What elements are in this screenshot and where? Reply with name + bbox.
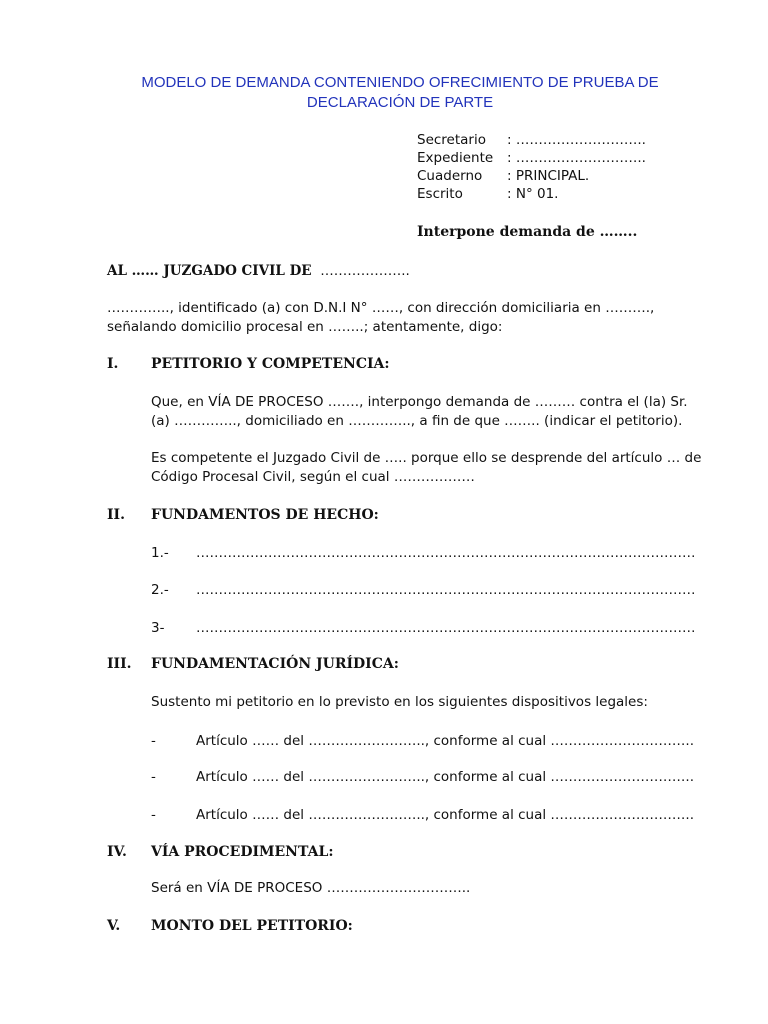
fact-number: 3- xyxy=(151,620,165,636)
legal-bullet: - xyxy=(151,807,156,823)
fact-number: 2.- xyxy=(151,582,169,598)
section-title: MONTO DEL PETITORIO: xyxy=(151,918,353,934)
section-title: VÍA PROCEDIMENTAL: xyxy=(151,844,334,860)
meta-expediente xyxy=(417,149,646,167)
legal-item xyxy=(151,805,694,825)
fact-number: 1.- xyxy=(151,545,169,561)
fact-item xyxy=(151,580,696,600)
fact-item xyxy=(151,543,696,563)
fact-text: ………………………………………………………………………………………………… xyxy=(196,620,696,636)
section-number: III. xyxy=(107,656,132,672)
legal-item xyxy=(151,731,694,751)
section-number: I. xyxy=(107,356,119,372)
section-3-heading xyxy=(107,654,399,674)
meta-cuaderno xyxy=(417,167,589,185)
section-2-heading xyxy=(107,505,379,525)
petitorio-line-2: (a) ………….., domiciliado en ………….., a fin de que …….. (indicar el petitorio). xyxy=(151,413,683,429)
meta-escrito xyxy=(417,185,558,203)
addressee-text: AL …… JUZGADO CIVIL DE xyxy=(107,263,312,279)
fact-item xyxy=(151,618,696,638)
legal-text: Artículo …… del …………………….., conforme al cual ………………………….. xyxy=(196,769,694,785)
petitorio-line-1: Que, en VÍA DE PROCESO ……., interpongo demanda de ……… contra el (la) Sr. xyxy=(151,394,688,410)
intro-line-1: ………….., identificado (a) con D.N.I N° ……, con dirección domiciliaria en ………., xyxy=(107,300,655,316)
intro-line-2: señalando domicilio procesal en ……..; atentamente, digo: xyxy=(107,319,503,335)
competencia-line-1: Es competente el Juzgado Civil de ….. porque ello se desprende del artículo … de xyxy=(151,450,702,466)
section-title: FUNDAMENTOS DE HECHO: xyxy=(151,507,379,523)
meta-value: : ……………………….. xyxy=(507,132,646,148)
title-line-2: DECLARACIÓN DE PARTE xyxy=(306,94,494,111)
section-title: FUNDAMENTACIÓN JURÍDICA: xyxy=(151,656,399,672)
section-4-heading xyxy=(107,842,334,862)
legal-intro: Sustento mi petitorio en lo previsto en los siguientes dispositivos legales: xyxy=(151,694,648,710)
section-number: V. xyxy=(107,918,121,934)
section-5-heading xyxy=(107,916,353,936)
addressee-dots: ……………….. xyxy=(320,263,410,279)
meta-label: Expediente xyxy=(417,150,494,166)
legal-text: Artículo …… del …………………….., conforme al cual ………………………….. xyxy=(196,807,694,823)
meta-label: Cuaderno xyxy=(417,168,483,184)
meta-label: Secretario xyxy=(417,132,486,148)
via-text: Será en VÍA DE PROCESO ………………………….. xyxy=(151,880,471,896)
legal-item xyxy=(151,767,694,787)
meta-secretario xyxy=(417,131,646,149)
title-line-1: MODELO DE DEMANDA CONTENIENDO OFRECIMIENTO DE PRUEBA DE xyxy=(141,74,659,91)
section-number: II. xyxy=(107,507,125,523)
fact-text: ………………………………………………………………………………………………… xyxy=(196,545,696,561)
legal-bullet: - xyxy=(151,733,156,749)
section-1-heading xyxy=(107,354,390,374)
competencia-line-2: Código Procesal Civil, según el cual ……………… xyxy=(151,469,475,485)
sumilla: Interpone demanda de …….. xyxy=(417,224,638,240)
section-title: PETITORIO Y COMPETENCIA: xyxy=(151,356,390,372)
legal-bullet: - xyxy=(151,769,156,785)
meta-value: : PRINCIPAL. xyxy=(507,168,590,184)
meta-value: : N° 01. xyxy=(507,186,559,202)
meta-value: : ……………………….. xyxy=(507,150,646,166)
document-title xyxy=(100,73,700,113)
fact-text: ………………………………………………………………………………………………… xyxy=(196,582,696,598)
addressee xyxy=(107,261,410,281)
meta-label: Escrito xyxy=(417,186,463,202)
section-number: IV. xyxy=(107,844,127,860)
legal-text: Artículo …… del …………………….., conforme al cual ………………………….. xyxy=(196,733,694,749)
